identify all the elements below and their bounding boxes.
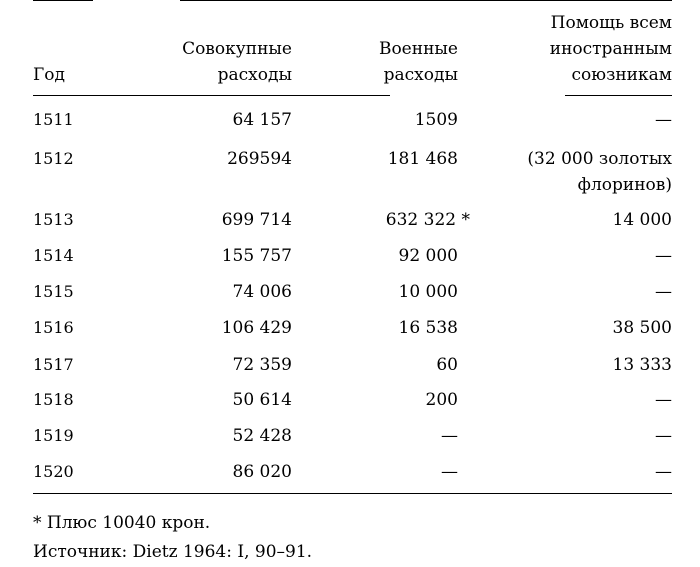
header-year: Год (33, 65, 65, 85)
row-1518-military: 200 (425, 390, 458, 410)
row-1515-total: 74 006 (232, 282, 292, 302)
row-1516-aid: 38 500 (612, 318, 672, 338)
bottom-rule (33, 493, 672, 494)
row-1520-year: 1520 (33, 462, 74, 481)
row-1513-military: 632 322 * (385, 210, 470, 230)
row-1514-military: 92 000 (398, 246, 458, 266)
row-1518-aid: — (655, 390, 672, 410)
header-rule-main (33, 95, 390, 96)
row-1515-year: 1515 (33, 282, 74, 301)
header-total-line1: Совокупные (182, 39, 292, 59)
row-1516-year: 1516 (33, 318, 74, 337)
row-1512-total: 269594 (227, 149, 292, 169)
row-1511-total: 64 157 (232, 110, 292, 130)
header-rule-aid (565, 95, 672, 96)
row-1513-year: 1513 (33, 210, 74, 229)
row-1517-year: 1517 (33, 355, 74, 374)
row-1512-year: 1512 (33, 149, 74, 168)
row-1519-military: — (441, 426, 458, 446)
row-1520-total: 86 020 (232, 462, 292, 482)
top-rule-right (180, 0, 672, 1)
footnote: * Плюс 10040 крон. (33, 513, 211, 533)
row-1511-military: 1509 (414, 110, 458, 130)
row-1514-aid: — (655, 246, 672, 266)
row-1519-aid: — (655, 426, 672, 446)
row-1519-year: 1519 (33, 426, 74, 445)
row-1511-aid: — (655, 110, 672, 130)
header-total-line2: расходы (217, 65, 292, 85)
row-1512-military: 181 468 (387, 149, 458, 169)
row-1514-total: 155 757 (221, 246, 292, 266)
header-aid-line3: союзникам (571, 65, 672, 85)
row-1518-year: 1518 (33, 390, 74, 409)
row-1512-aid-line2: флоринов) (577, 175, 672, 195)
row-1517-military: 60 (436, 355, 458, 375)
header-military-line2: расходы (383, 65, 458, 85)
row-1517-total: 72 359 (232, 355, 292, 375)
row-1519-total: 52 428 (232, 426, 292, 446)
row-1516-military: 16 538 (398, 318, 458, 338)
row-1517-aid: 13 333 (612, 355, 672, 375)
row-1518-total: 50 614 (232, 390, 292, 410)
row-1514-year: 1514 (33, 246, 74, 265)
row-1515-aid: — (655, 282, 672, 302)
header-aid-line1: Помощь всем (550, 13, 672, 33)
row-1513-total: 699 714 (221, 210, 292, 230)
header-aid-line2: иностранным (549, 39, 672, 59)
source-note: Источник: Dietz 1964: I, 90–91. (33, 542, 313, 562)
row-1520-aid: — (655, 462, 672, 482)
row-1520-military: — (441, 462, 458, 482)
row-1515-military: 10 000 (398, 282, 458, 302)
row-1516-total: 106 429 (221, 318, 292, 338)
top-rule-left (33, 0, 93, 1)
row-1512-aid: (32 000 золотых (527, 149, 672, 169)
row-1513-aid: 14 000 (612, 210, 672, 230)
header-military-line1: Военные (378, 39, 458, 59)
row-1511-year: 1511 (33, 110, 74, 129)
